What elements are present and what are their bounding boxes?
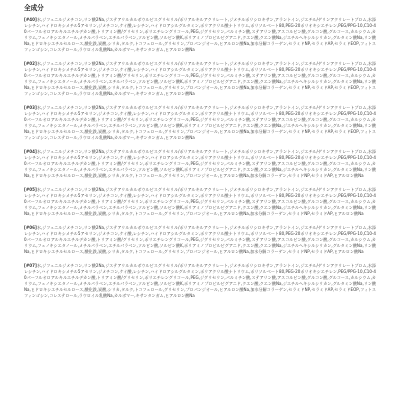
- ingredient-entry: [24, 105, 376, 140]
- variant-code: [#02]: [24, 61, 37, 67]
- ingredient-text: 水,ジフェニルジメチコン,リン酸2Na,ジステアリルカルボウルビスグリセリル/ポリアルキルアクリレート,ジメチルポリシロキサン,アラントイン,ジエチル/ゲリンアクリレートブロム,水添レシチン,ハイドロキシメチル5アセリン,ジメチコン,ケイ酸,レシチン,ハイドロアシルグルタミン,ポリアクリル酸ナトリウム,ポリソルベート80,PEG-20ポリオキシエチレン,PEG/PPG-10,C10-40パーフルオロアルキルエチルデカン酸,トリアミン酸/グリセリン,ポリエチレングリコール,PEG,ジグリセリン,パルミチン酸,ステアリン酸,アスコルビン酸,グルコン酸,グルコース,カルシウム,カリウム,フェノキシエタノール,メチルパラベン,エチルパラベン,ソルビン酸,ソルビン酸K,ポリアミノプロピルビグアニド,クエン酸,クエン酸Na,ジエチルヘキシルシリカン,グルタミン酸Na,リン酸Na,ヒドロキシエチルセルロース,酸化鉄,炭酸,シリカ,タルク,トコフェロール,グリセリン,プロパンジオール,ヒアルロン酸Na,加水分解コラーゲン,セラミドNP,セラミドAP,ヒアルロン酸Na: [24, 225, 376, 254]
- ingredients-document: [24, 4, 376, 299]
- ingredient-entry: [24, 61, 376, 96]
- ingredient-entry: [24, 187, 376, 217]
- ingredient-entry-list: [24, 17, 376, 299]
- variant-code: [#03]: [24, 105, 37, 111]
- ingredient-text: 水,ジフェニルジメチコン,リン酸2Na,ジステアリルカルボウルビスグリセリル/ポリアルキルアクリレート,ジメチルポリシロキサン,アラントイン,ジエチル/ゲリンアクリレートブロム,水添レシチン,ハイドロキシメチル5アセリン,ジメチコン,ケイ酸,レシチン,ハイドロアシルグルタミン,ポリアクリル酸ナトリウム,ポリソルベート80,PEG-20ポリオキシエチレン,PEG/PPG-10,C10-40パーフルオロアルキルエチルデカン酸,トリアミン酸/グリセリン,ポリエチレングリコール,PEG,ジグリセリン,パルミチン酸,ステアリン酸,アスコルビン酸,グルコン酸,グルコース,カルシウム,カリウム,フェノキシエタノール,メチルパラベン,エチルパラベン,ソルビン酸,ソルビン酸K,ポリアミノプロピルビグアニド,クエン酸,クエン酸Na,ジエチルヘキシルシリカン,グルタミン酸Na,リン酸Na,ヒドロキシエチルセルロース,酸化鉄,炭酸,シリカ,タルク,トコフェロール,グリセリン,プロパンジオール,ヒアルロン酸Na,加水分解コラーゲン,セラミドNP,セラミドAP,ヒアルロン酸Na: [24, 187, 376, 216]
- variant-code: [#05]: [24, 187, 37, 193]
- ingredient-text: 水,ジフェニルジメチコン,リン酸2Na,ジステアリルカルボウルビスグリセリル/ポリアルキルアクリレート,ジメチルポリシロキサン,アラントイン,ジエチル/ゲリンアクリレートブロム,水添レシチン,ハイドロキシメチル5アセリン,ジメチコン,ケイ酸,レシチン,ハイドロアシルグルタミン,ポリアクリル酸ナトリウム,ポリソルベート80,PEG-20ポリオキシエチレン,PEG/PPG-10,C10-40パーフルオロアルキルエチルデカン酸,トリアミン酸/グリセリン,ポリエチレングリコール,PEG,ジグリセリン,パルミチン酸,ステアリン酸,アスコルビン酸,グルコン酸,グルコース,カルシウム,カリウム,フェノキシエタノール,メチルパラベン,エチルパラベン,ソルビン酸,ソルビン酸K,ポリアミノプロピルビグアニド,クエン酸,クエン酸Na,ジエチルヘキシルシリカン,グルタミン酸Na,リン酸Na,ヒドロキシエチルセルロース,酸化鉄,炭酸,シリカ,タルク,トコフェロール,グリセリン,プロパンジオール,ヒアルロン酸Na,加水分解コラーゲン,セラミドNP,セラミドAP,セラミドEOP,フィトスフィンゴシン,コレステロール,ラウロイル乳酸Na,カルボマー,キサンタンガム,ヒアルロン酸Na: [24, 61, 376, 96]
- ingredient-entry: [24, 225, 376, 255]
- variant-code: [#04]: [24, 149, 37, 155]
- variant-code: [#40]: [24, 17, 37, 22]
- ingredient-entry: [24, 17, 376, 52]
- variant-code: [#07]: [24, 263, 37, 269]
- ingredient-text: 水,ジフェニルジメチコン,リン酸2Na,ジステアリルカルボウルビスグリセリル/ポリアルキルアクリレート,ジメチルポリシロキサン,アラントイン,ジエチル/ゲリンアクリレートブロム,水添レシチン,ハイドロキシメチル5アセリン,ジメチコン,ケイ酸,レシチン,ハイドロアシルグルタミン,ポリアクリル酸ナトリウム,ポリソルベート80,PEG-20ポリオキシエチレン,PEG/PPG-10,C10-40パーフルオロアルキルエチルデカン酸,トリアミン酸/グリセリン,ポリエチレングリコール,PEG,ジグリセリン,パルミチン酸,ステアリン酸,アスコルビン酸,グルコン酸,グルコース,カルシウム,カリウム,フェノキシエタノール,メチルパラベン,エチルパラベン,ソルビン酸,ソルビン酸K,ポリアミノプロピルビグアニド,クエン酸,クエン酸Na,ジエチルヘキシルシリカン,グルタミン酸Na,リン酸Na,ヒドロキシエチルセルロース,酸化鉄,炭酸,シリカ,タルク,トコフェロール,グリセリン,プロパンジオール,ヒアルロン酸Na,加水分解コラーゲン,セラミドNP,セラミドAP,ヒアルロン酸Na: [24, 149, 376, 178]
- variant-code: [#06]: [24, 225, 37, 231]
- ingredient-entry: [24, 149, 376, 179]
- ingredient-entry: [24, 263, 376, 298]
- ingredient-text: 水,ジフェニルジメチコン,リン酸2Na,ジステアリルカルボウルビスグリセリル/ポリアルキルアクリレート,ジメチルポリシロキサン,アラントイン,ジエチル/ゲリンアクリレートブロム,水添レシチン,ハイドロキシメチル5アセリン,ジメチコン,ケイ酸,レシチン,ハイドロアシルグルタミン,ポリアクリル酸ナトリウム,ポリソルベート80,PEG-20ポリオキシエチレン,PEG/PPG-10,C10-40パーフルオロアルキルエチルデカン酸,トリアミン酸/グリセリン,ポリエチレングリコール,PEG,ジグリセリン,パルミチン酸,ステアリン酸,アスコルビン酸,グルコン酸,グルコース,カルシウム,カリウム,フェノキシエタノール,メチルパラベン,エチルパラベン,ソルビン酸,ソルビン酸K,ポリアミノプロピルビグアニド,クエン酸,クエン酸Na,ジエチルヘキシルシリカン,グルタミン酸Na,リン酸Na,ヒドロキシエチルセルロース,酸化鉄,炭酸,シリカ,タルク,トコフェロール,グリセリン,プロパンジオール,ヒアルロン酸Na,加水分解コラーゲン,セラミドNP,セラミドAP,セラミドEOP,フィトスフィンゴシン,コレステロール,ラウロイル乳酸Na,カルボマー,キサンタンガム,ヒアルロン酸Na: [24, 263, 376, 298]
- page-title: 全成分: [24, 4, 44, 12]
- ingredient-text: 水,ジフェニルジメチコン,リン酸2Na,ジステアリルカルボウルビスグリセリル/ポリアルキルアクリレート,ジメチルポリシロキサン,アラントイン,ジエチル/ゲリンアクリレートブロム,水添レシチン,ハイドロキシメチル5アセリン,ジメチコン,ケイ酸,レシチン,ハイドロアシルグルタミン,ポリアクリル酸ナトリウム,ポリソルベート80,PEG-20ポリオキシエチレン,PEG/PPG-10,C10-40パーフルオロアルキルエチルデカン酸,トリアミン酸/グリセリン,ポリエチレングリコール,PEG,ジグリセリン,パルミチン酸,ステアリン酸,アスコルビン酸,グルコン酸,グルコース,カルシウム,カリウム,フェノキシエタノール,メチルパラベン,エチルパラベン,ソルビン酸,ソルビン酸K,ポリアミノプロピルビグアニド,クエン酸,クエン酸Na,ジエチルヘキシルシリカン,グルタミン酸Na,リン酸Na,ヒドロキシエチルセルロース,酸化鉄,炭酸,シリカ,タルク,トコフェロール,グリセリン,プロパンジオール,ヒアルロン酸Na,加水分解コラーゲン,セラミドNP,セラミドAP,セラミドEOP,フィトスフィンゴシン,コレステロール,ラウロイル乳酸Na,カルボマー,キサンタンガム,ヒアルロン酸Na: [24, 17, 376, 52]
- ingredient-text: 水,ジフェニルジメチコン,リン酸2Na,ジステアリルカルボウルビスグリセリル/ポリアルキルアクリレート,ジメチルポリシロキサン,アラントイン,ジエチル/ゲリンアクリレートブロム,水添レシチン,ハイドロキシメチル5アセリン,ジメチコン,ケイ酸,レシチン,ハイドロアシルグルタミン,ポリアクリル酸ナトリウム,ポリソルベート80,PEG-20ポリオキシエチレン,PEG/PPG-10,C10-40パーフルオロアルキルエチルデカン酸,トリアミン酸/グリセリン,ポリエチレングリコール,PEG,ジグリセリン,パルミチン酸,ステアリン酸,アスコルビン酸,グルコン酸,グルコース,カルシウム,カリウム,フェノキシエタノール,メチルパラベン,エチルパラベン,ソルビン酸,ソルビン酸K,ポリアミノプロピルビグアニド,クエン酸,クエン酸Na,ジエチルヘキシルシリカン,グルタミン酸Na,リン酸Na,ヒドロキシエチルセルロース,酸化鉄,炭酸,シリカ,タルク,トコフェロール,グリセリン,プロパンジオール,ヒアルロン酸Na,加水分解コラーゲン,セラミドNP,セラミドAP,セラミドEOP,フィトスフィンゴシン,コレステロール,ラウロイル乳酸Na,カルボマー,キサンタンガム,ヒアルロン酸Na: [24, 105, 376, 140]
